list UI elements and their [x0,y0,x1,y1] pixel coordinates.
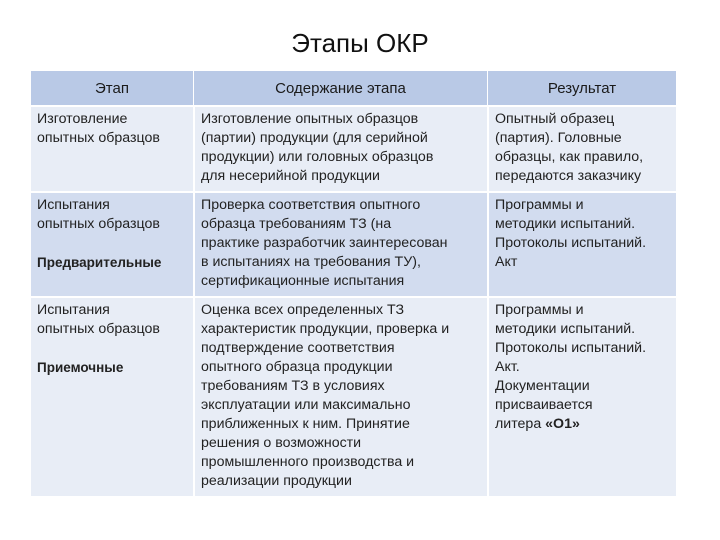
stage-cell [31,193,193,298]
content-text-line: требованиям ТЗ в условиях [201,378,385,394]
content-text-line: для несерийной продукции [201,168,380,184]
content-text-line: эксплуатации или максимально [201,397,411,413]
okr-stages-table [31,71,676,498]
content-text-line: характеристик продукции, проверка и [201,321,450,337]
content-cell [193,193,487,298]
content-cell [193,298,487,498]
stage-subtype: Предварительные [37,255,162,270]
result-text-line: Акт [495,254,518,270]
stage-text-line: опытных образцов [37,321,160,337]
content-text-line: в испытаниях на требования ТУ), [201,254,421,270]
result-text-line: Программы и [495,197,584,213]
result-cell [487,193,676,298]
result-text-line: Опытный образец [495,111,615,127]
result-text-line: образцы, как правило, [495,149,644,165]
result-text-line: присваивается [495,397,593,413]
content-text-line: Оценка всех определенных ТЗ [201,302,405,318]
content-text-line: образца требованиям ТЗ (на [201,216,392,232]
content-text-line: Проверка соответствия опытного [201,197,421,213]
content-text-line: продукции) или головных образцов [201,149,434,165]
content-text-line: (партии) продукции (для серийной [201,130,428,146]
content-text-line: Изготовление опытных образцов [201,111,419,127]
result-cell [487,298,676,498]
stage-subtype: Приемочные [37,360,124,375]
header-stage: Этап [31,71,193,107]
stage-cell [31,107,193,193]
header-result: Результат [487,71,676,107]
result-text-line: Протоколы испытаний. [495,235,647,251]
content-text-line: реализации продукции [201,473,352,489]
litera-code: «О1» [545,416,580,432]
stage-text-line: опытных образцов [37,216,160,232]
result-text-line: литера «О1» [495,416,580,432]
content-cell [193,107,487,193]
content-text-line: приближенных к ним. Принятие [201,416,410,432]
result-text-line: (партия). Головные [495,130,622,146]
table-row [31,193,676,298]
stage-text-line: опытных образцов [37,130,160,146]
result-text-line: Программы и [495,302,584,318]
result-cell [487,107,676,193]
table-header-row [31,71,676,107]
header-content: Содержание этапа [193,71,487,107]
content-text-line: сертификационные испытания [201,273,405,289]
stage-cell [31,298,193,498]
content-text-line: практике разработчик заинтересован [201,235,448,251]
content-text-line: опытного образца продукции [201,359,393,375]
result-text-line: методики испытаний. [495,321,636,337]
stage-text-line: Изготовление [37,111,128,127]
result-text-line: Протоколы испытаний. [495,340,647,356]
result-text-line: Акт. [495,359,520,375]
content-text-line: промышленного производства и [201,454,415,470]
content-text-line: решения о возможности [201,435,362,451]
stage-text-line: Испытания [37,302,110,318]
result-text-line: передаются заказчику [495,168,642,184]
content-text-line: подтверждение соответствия [201,340,395,356]
table-row [31,107,676,193]
result-text-line: методики испытаний. [495,216,636,232]
page-title: Этапы ОКР [291,28,429,58]
result-text-line: Документации [495,378,590,394]
stage-text-line: Испытания [37,197,110,213]
table-row [31,298,676,498]
